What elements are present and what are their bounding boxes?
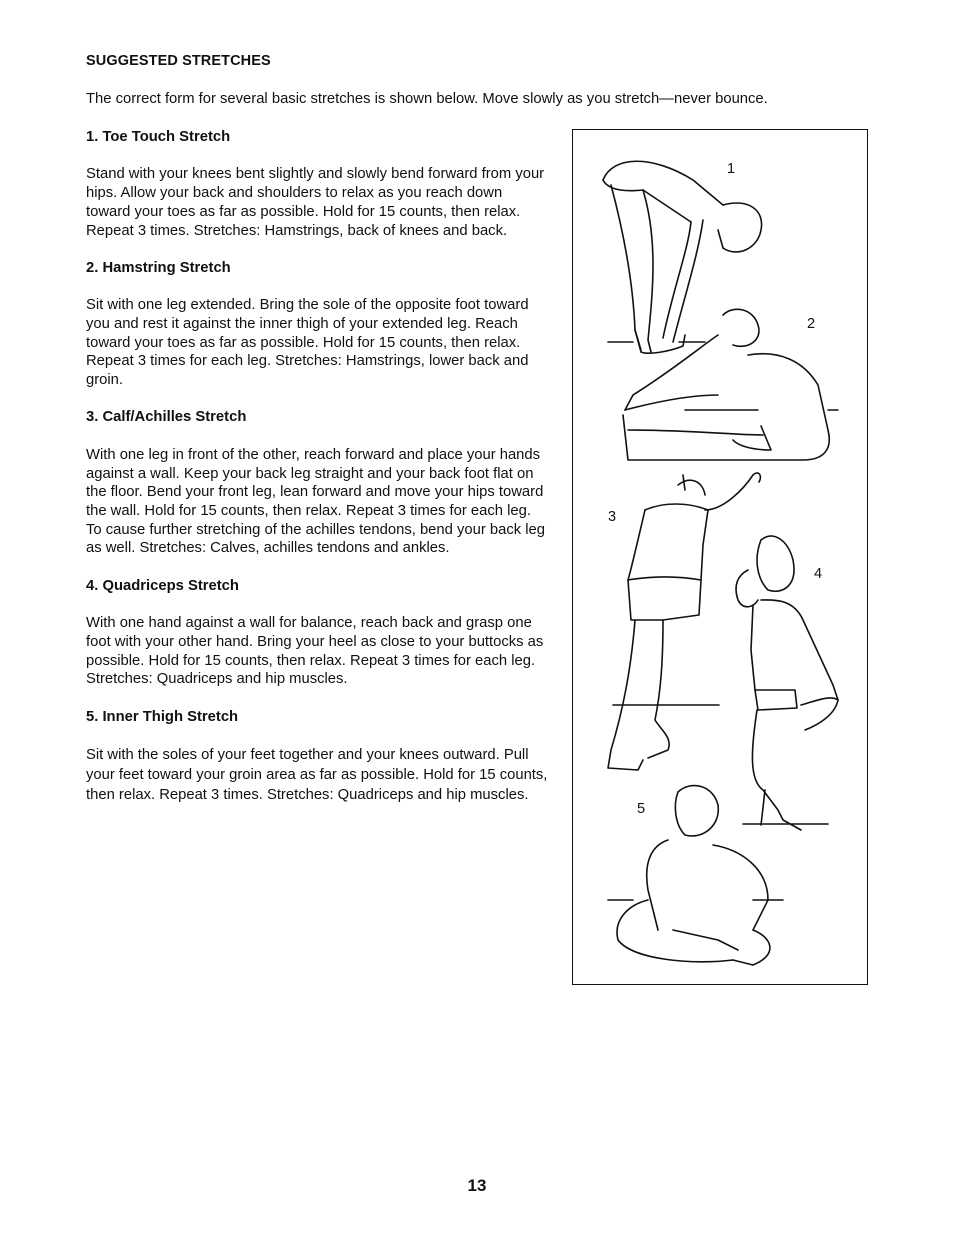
toe-touch-figure (603, 161, 762, 353)
quadriceps-figure (736, 536, 838, 830)
page-number: 13 (467, 1176, 487, 1195)
section-body-toe-touch: Stand with your knees bent slightly and slowly bend forward from your hips. Allow your back and shoulders to relax as you reach down toward your toes as far as possible. Hold for 15 counts, then relax. Repeat 3 times. Stretches: Hamstrings, back of knees and back. (86, 166, 545, 239)
stretch-illustrations (572, 129, 868, 985)
inner-thigh-figure (608, 786, 783, 965)
section-body-calf-achilles: With one leg in front of the other, reach forward and place your hands against a wall. Keep your back leg straight and your back foot flat on the floor. Bend your front leg, lean forward and move your hips toward the wall. Hold for 15 counts, then relax. Repeat 3 times for each leg. To cause further stretching of the achilles tendons, bend your back leg as well. Stretches: Calves, achilles tendons and ankles. (86, 446, 545, 557)
section-title-toe-touch: 1. Toe Touch Stretch (86, 129, 231, 145)
section-title-quadriceps: 4. Quadriceps Stretch (86, 577, 239, 594)
figure-label-4: 4 (814, 566, 823, 582)
figure-label-1: 1 (727, 161, 736, 177)
intro-paragraph: The correct form for several basic stretches is shown below. Move slowly as you stretch—never bounce. (86, 91, 768, 107)
page-heading: SUGGESTED STRETCHES (86, 53, 271, 69)
hamstring-figure (623, 309, 838, 460)
section-title-hamstring: 2. Hamstring Stretch (86, 259, 231, 276)
figure-label-5: 5 (637, 801, 646, 817)
section-title-inner-thigh: 5. Inner Thigh Stretch (86, 708, 239, 725)
section-body-hamstring: Sit with one leg extended. Bring the sole of the opposite foot toward you and rest it against the inner thigh of your extended leg. Reach toward your toes as far as possible. Hold for 15 counts, then relax. Repeat 3 times for each leg. Stretches: Hamstrings, lower back and groin. (86, 297, 529, 389)
figure-label-3: 3 (608, 509, 617, 525)
stretch-instructions (86, 128, 548, 824)
section-body-inner-thigh: Sit with the soles of your feet together and your knees outward. Pull your feet toward your groin area as far as possible. Hold for 15 counts, then relax. Repeat 3 times. Stretches: Quadriceps and hip muscles. (86, 747, 548, 804)
section-body-quadriceps: With one hand against a wall for balance, reach back and grasp one foot with your other hand. Bring your heel as close to your buttocks as possible. Hold for 15 counts, then relax. Repeat 3 times for each leg. Stretches: Quadriceps and hip muscles. (86, 615, 544, 688)
section-title-calf-achilles: 3. Calf/Achilles Stretch (86, 409, 247, 426)
figure-label-2: 2 (807, 316, 816, 332)
calf-achilles-figure (608, 473, 760, 770)
